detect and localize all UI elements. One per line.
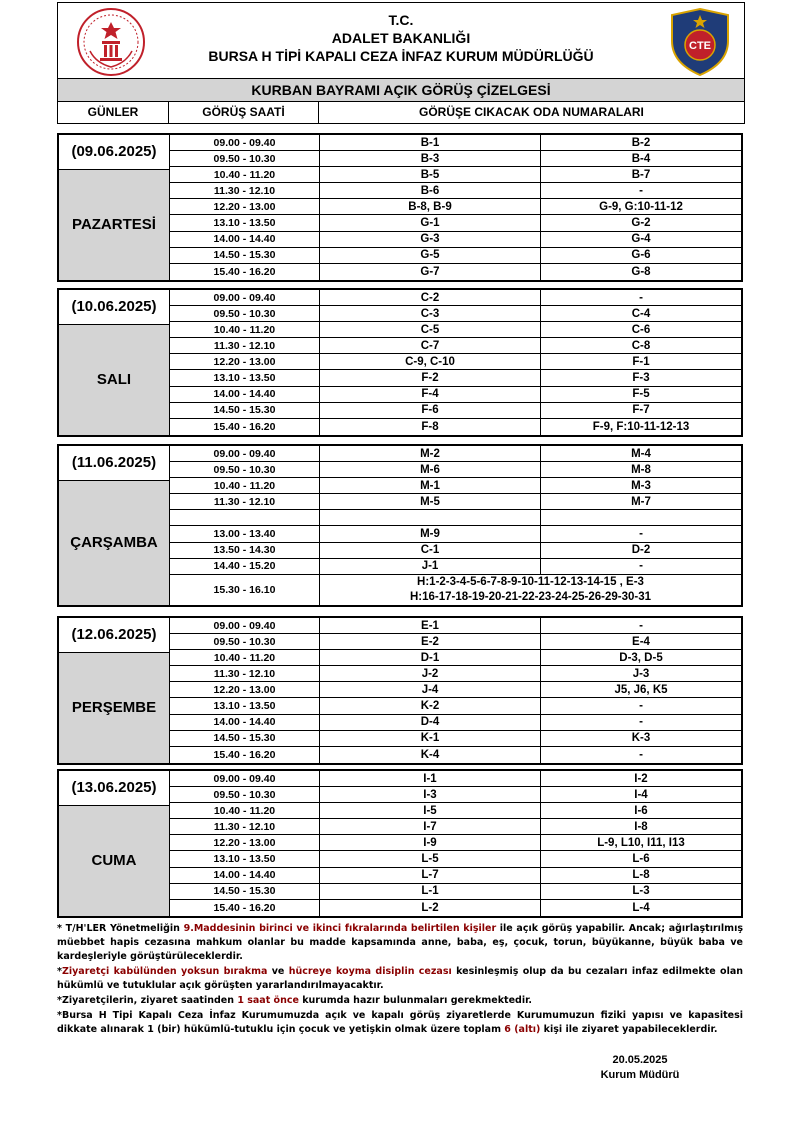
signature-block xyxy=(560,1053,720,1083)
visit-time: 10.40 - 11.20 xyxy=(170,803,320,818)
visit-time: 14.50 - 15.30 xyxy=(170,248,320,263)
room-number-second xyxy=(541,510,741,525)
room-number-first: F-2 xyxy=(320,370,541,385)
visit-time: 14.50 - 15.30 xyxy=(170,403,320,418)
room-number-first: C-2 xyxy=(320,290,541,305)
visit-time: 11.30 - 12.10 xyxy=(170,183,320,198)
table-row xyxy=(170,446,741,462)
note-2-highlight-2: hücreye koyma disiplin cezası xyxy=(288,966,452,977)
table-row xyxy=(170,183,741,199)
day-name: CUMA xyxy=(59,806,170,916)
room-number-second: G-4 xyxy=(631,233,651,246)
note-1-text-b: ile açık görüş yapabilir. Ancak; ağırlaştırılmış müebbet hapis cezasına mahkum olanlar bu madde kapsamında anne, baba, eş, çocuk, torun, büyükanne, büyük baba ve kardeşleriyle görüştürüleceklerdir. xyxy=(57,923,743,962)
visit-time: 09.00 - 09.40 xyxy=(170,290,320,305)
room-number-first: M-1 xyxy=(320,478,541,493)
visit-time: 09.00 - 09.40 xyxy=(170,771,320,786)
room-number-second: D-2 xyxy=(631,544,651,557)
room-number-first: D-1 xyxy=(320,650,541,665)
note-1-highlight: 9.Maddesinin birinci ve ikinci fıkralarında belirtilen kişiler xyxy=(183,923,497,934)
room-number-second: I-6 xyxy=(634,804,648,817)
note-1-text-a: * T/H'LER Yönetmeliğin xyxy=(57,923,184,934)
room-number-second: G-9, G:10-11-12 xyxy=(599,200,683,213)
room-number-second: F-9, F:10-11-12-13 xyxy=(592,420,690,433)
room-number-second: J5, J6, K5 xyxy=(614,683,668,696)
room-number-first: F-6 xyxy=(320,403,541,418)
room-number-first: B-8, B-9 xyxy=(320,199,541,214)
day-rows xyxy=(170,446,741,605)
room-number-first: L-1 xyxy=(320,884,541,899)
table-row xyxy=(170,900,741,916)
room-number-second: - xyxy=(639,748,643,761)
table-row xyxy=(170,403,741,419)
visit-time: 09.50 - 10.30 xyxy=(170,151,320,166)
day-rows xyxy=(170,135,741,280)
visit-time: 10.40 - 11.20 xyxy=(170,167,320,182)
room-number-second: L-8 xyxy=(632,869,650,882)
room-number-second: - xyxy=(639,291,643,304)
room-number-second: C-6 xyxy=(631,323,651,336)
room-number-first: I-1 xyxy=(320,771,541,786)
table-row xyxy=(170,634,741,650)
table-row xyxy=(170,306,741,322)
table-row xyxy=(170,462,741,478)
room-number-second: C-4 xyxy=(631,307,651,320)
table-row xyxy=(170,387,741,403)
table-row xyxy=(170,290,741,306)
table-row xyxy=(170,731,741,747)
table-row xyxy=(170,248,741,264)
room-number-second: F-5 xyxy=(632,388,650,401)
table-row xyxy=(170,354,741,370)
visit-time: 10.40 - 11.20 xyxy=(170,478,320,493)
note-3-text-a: *Ziyaretçilerin, ziyaret saatinden xyxy=(57,995,238,1006)
day-date: (09.06.2025) xyxy=(59,135,170,170)
day-block xyxy=(57,616,743,765)
room-number-second: L-3 xyxy=(632,885,650,898)
day-rows xyxy=(170,771,741,916)
visit-time: 11.30 - 12.10 xyxy=(170,338,320,353)
visit-time: 14.00 - 14.40 xyxy=(170,232,320,247)
visit-time: 10.40 - 11.20 xyxy=(170,650,320,665)
table-row xyxy=(170,232,741,248)
visit-time: 13.10 - 13.50 xyxy=(170,370,320,385)
table-row xyxy=(170,419,741,435)
room-number-second: K-3 xyxy=(631,732,651,745)
room-number-second: - xyxy=(639,716,643,729)
visit-time: 14.00 - 14.40 xyxy=(170,868,320,883)
header-line-institution: BURSA H TİPİ KAPALI CEZA İNFAZ KURUM MÜDÜRLÜĞÜ xyxy=(208,48,594,64)
visit-time: 15.40 - 16.20 xyxy=(170,900,320,916)
room-number-second: - xyxy=(639,560,643,573)
note-2-highlight-1: Ziyaretçi kabülünden yoksun bırakma xyxy=(61,966,268,977)
room-number-second: I-8 xyxy=(634,820,648,833)
visit-time: 09.50 - 10.30 xyxy=(170,462,320,477)
visit-time: 09.00 - 09.40 xyxy=(170,618,320,633)
room-number-first: D-4 xyxy=(320,715,541,730)
room-number-second: M-3 xyxy=(631,479,651,492)
table-row xyxy=(170,715,741,731)
room-number-first: I-9 xyxy=(320,835,541,850)
header-line-tc: T.C. xyxy=(388,12,414,28)
table-row xyxy=(170,322,741,338)
room-number-second: L-4 xyxy=(632,901,650,914)
room-number-second: - xyxy=(639,184,643,197)
table-row xyxy=(170,771,741,787)
note-1 xyxy=(57,922,743,964)
room-number-first: B-3 xyxy=(320,151,541,166)
note-2 xyxy=(57,965,743,993)
visit-time: 13.10 - 13.50 xyxy=(170,698,320,713)
day-date: (11.06.2025) xyxy=(59,446,170,481)
room-number-first: K-1 xyxy=(320,731,541,746)
room-numbers-merged-line-1: H:1-2-3-4-5-6-7-8-9-10-11-12-13-14-15 , E-3 xyxy=(417,575,644,588)
visit-time: 14.40 - 15.20 xyxy=(170,559,320,574)
room-number-second: F-3 xyxy=(632,372,650,385)
day-block xyxy=(57,133,743,282)
note-3-highlight: 1 saat önce xyxy=(237,995,299,1006)
room-number-second: - xyxy=(639,700,643,713)
room-number-first: B-6 xyxy=(320,183,541,198)
table-row xyxy=(170,338,741,354)
room-number-second: M-8 xyxy=(631,463,651,476)
day-rows xyxy=(170,618,741,763)
room-number-first: M-5 xyxy=(320,494,541,509)
visit-time: 13.10 - 13.50 xyxy=(170,215,320,230)
day-name: PERŞEMBE xyxy=(59,653,170,763)
visit-time: 12.20 - 13.00 xyxy=(170,354,320,369)
table-row xyxy=(170,650,741,666)
visit-time: 14.00 - 14.40 xyxy=(170,387,320,402)
room-number-first: C-5 xyxy=(320,322,541,337)
table-row xyxy=(170,575,741,605)
room-number-second: L-9, L10, I11, I13 xyxy=(597,836,685,849)
table-row xyxy=(170,151,741,167)
room-number-first: C-1 xyxy=(320,543,541,558)
room-number-first: M-2 xyxy=(320,446,541,461)
visit-time: 09.00 - 09.40 xyxy=(170,446,320,461)
table-row xyxy=(170,747,741,763)
room-number-first: G-1 xyxy=(320,215,541,230)
table-row xyxy=(170,559,741,575)
room-number-second: G-6 xyxy=(631,249,651,262)
room-number-second: J-3 xyxy=(632,667,650,680)
room-number-first: J-1 xyxy=(320,559,541,574)
visit-time: 09.50 - 10.30 xyxy=(170,306,320,321)
room-number-first: L-2 xyxy=(320,900,541,916)
room-number-second: B-4 xyxy=(631,152,651,165)
header-line-ministry: ADALET BAKANLIĞI xyxy=(331,30,471,46)
cte-logo-text: CTE xyxy=(689,40,711,52)
room-number-second: D-3, D-5 xyxy=(619,651,663,664)
visit-time: 13.10 - 13.50 xyxy=(170,851,320,866)
visit-time: 14.50 - 15.30 xyxy=(170,731,320,746)
visit-time: 09.50 - 10.30 xyxy=(170,634,320,649)
note-4-highlight: 6 (altı) xyxy=(504,1024,541,1035)
note-4-text-b: kişi ile ziyaret yapabileceklerdir. xyxy=(540,1024,718,1035)
visit-time xyxy=(170,510,320,525)
room-number-second: F-1 xyxy=(632,355,650,368)
table-row xyxy=(170,543,741,559)
day-name: SALI xyxy=(59,325,170,435)
visit-time: 15.40 - 16.20 xyxy=(170,264,320,280)
note-2-text-b: kesinleşmiş olup da bu cezaları infaz edilmekte olan hükümlü ve tutuklular açık görüşten yararlandırılmayacaktır. xyxy=(57,966,744,991)
room-number-second: B-7 xyxy=(631,168,651,181)
table-row xyxy=(170,884,741,900)
room-number-first: F-8 xyxy=(320,419,541,435)
table-row xyxy=(170,264,741,280)
room-number-second: I-2 xyxy=(634,772,648,785)
room-number-first: B-1 xyxy=(320,135,541,150)
table-row xyxy=(170,698,741,714)
room-number-first: C-7 xyxy=(320,338,541,353)
table-row xyxy=(170,494,741,510)
signature-date: 20.05.2025 xyxy=(612,1054,668,1066)
room-number-second: L-6 xyxy=(632,853,650,866)
room-number-first: E-2 xyxy=(320,634,541,649)
day-block xyxy=(57,444,743,607)
room-number-first: I-5 xyxy=(320,803,541,818)
room-number-first xyxy=(320,510,541,525)
table-row xyxy=(170,787,741,803)
room-number-second: M-7 xyxy=(631,495,651,508)
room-number-first: C-3 xyxy=(320,306,541,321)
day-block xyxy=(57,288,743,437)
room-number-second: G-8 xyxy=(631,265,651,278)
visit-time: 09.00 - 09.40 xyxy=(170,135,320,150)
table-row xyxy=(170,803,741,819)
table-row xyxy=(170,478,741,494)
visit-time: 14.00 - 14.40 xyxy=(170,715,320,730)
visit-time: 13.50 - 14.30 xyxy=(170,543,320,558)
room-number-second: - xyxy=(639,528,643,541)
note-4 xyxy=(57,1009,743,1037)
room-number-first: G-5 xyxy=(320,248,541,263)
room-numbers-merged-line-2: H:16-17-18-19-20-21-22-23-24-25-26-29-30-31 xyxy=(409,590,651,603)
visit-time: 12.20 - 13.00 xyxy=(170,199,320,214)
table-row xyxy=(170,835,741,851)
room-number-first: B-5 xyxy=(320,167,541,182)
visit-time: 15.30 - 16.10 xyxy=(170,575,320,605)
room-number-first: I-3 xyxy=(320,787,541,802)
room-number-first: G-7 xyxy=(320,264,541,280)
visit-time: 12.20 - 13.00 xyxy=(170,835,320,850)
note-2-text-a: * xyxy=(57,966,62,977)
column-header-rooms: GÖRÜŞE CIKACAK ODA NUMARALARI xyxy=(419,105,644,119)
room-number-first: F-4 xyxy=(320,387,541,402)
table-row xyxy=(170,682,741,698)
table-row xyxy=(170,618,741,634)
room-number-second: E-4 xyxy=(632,635,650,648)
room-number-first: C-9, C-10 xyxy=(320,354,541,369)
room-number-first: L-7 xyxy=(320,868,541,883)
room-number-second: B-2 xyxy=(631,136,651,149)
column-header-days: GÜNLER xyxy=(87,105,139,119)
table-row xyxy=(170,215,741,231)
table-row xyxy=(170,819,741,835)
room-number-second: M-4 xyxy=(631,447,651,460)
table-row xyxy=(170,510,741,526)
table-row xyxy=(170,666,741,682)
day-block xyxy=(57,769,743,918)
day-date: (12.06.2025) xyxy=(59,618,170,653)
table-row xyxy=(170,526,741,542)
note-2-text-mid: ve xyxy=(267,966,289,977)
room-numbers-merged xyxy=(320,575,741,605)
signature-title: Kurum Müdürü xyxy=(600,1069,680,1081)
visit-time: 11.30 - 12.10 xyxy=(170,494,320,509)
day-date: (10.06.2025) xyxy=(59,290,170,325)
visit-time: 15.40 - 16.20 xyxy=(170,419,320,435)
document-header xyxy=(57,2,745,79)
room-number-first: E-1 xyxy=(320,618,541,633)
visit-time: 15.40 - 16.20 xyxy=(170,747,320,763)
visit-time: 12.20 - 13.00 xyxy=(170,682,320,697)
visit-time: 11.30 - 12.10 xyxy=(170,666,320,681)
column-headers xyxy=(57,101,745,124)
visit-time: 09.50 - 10.30 xyxy=(170,787,320,802)
room-number-first: L-5 xyxy=(320,851,541,866)
cte-shield-logo-icon xyxy=(668,7,732,77)
day-rows xyxy=(170,290,741,435)
page-title: KURBAN BAYRAMI AÇIK GÖRÜŞ ÇİZELGESİ xyxy=(57,78,745,102)
room-number-first: G-3 xyxy=(320,232,541,247)
table-row xyxy=(170,868,741,884)
table-row xyxy=(170,135,741,151)
table-row xyxy=(170,167,741,183)
visit-time: 14.50 - 15.30 xyxy=(170,884,320,899)
note-3-text-b: kurumda hazır bulunmaları gerekmektedir. xyxy=(298,995,533,1006)
visit-time: 13.00 - 13.40 xyxy=(170,526,320,541)
room-number-second: - xyxy=(639,619,643,632)
room-number-first: K-4 xyxy=(320,747,541,763)
table-row xyxy=(170,851,741,867)
column-header-time: GÖRÜŞ SAATİ xyxy=(202,105,285,119)
room-number-first: I-7 xyxy=(320,819,541,834)
room-number-second: I-4 xyxy=(634,788,648,801)
room-number-first: K-2 xyxy=(320,698,541,713)
table-row xyxy=(170,199,741,215)
room-number-second: F-7 xyxy=(632,404,650,417)
room-number-first: J-4 xyxy=(320,682,541,697)
note-4-text-a: *Bursa H Tipi Kapalı Ceza İnfaz Kurumumuzda açık ve kapalı görüş ziyaretlerde Kurumumuzun fiziki yapısı ve kapasitesi dikkate alınarak 1 (bir) hükümlü-tutuklu için çocuk ve yetişkin olmak üzere toplam xyxy=(57,1010,743,1035)
day-name: PAZARTESİ xyxy=(59,170,170,280)
day-date: (13.06.2025) xyxy=(59,771,170,806)
note-3 xyxy=(57,994,743,1008)
day-name: ÇARŞAMBA xyxy=(59,481,170,605)
visit-time: 10.40 - 11.20 xyxy=(170,322,320,337)
visit-time: 11.30 - 12.10 xyxy=(170,819,320,834)
room-number-first: M-9 xyxy=(320,526,541,541)
room-number-first: J-2 xyxy=(320,666,541,681)
room-number-second: G-2 xyxy=(631,217,651,230)
room-number-second: C-8 xyxy=(631,339,651,352)
table-row xyxy=(170,370,741,386)
notes-section xyxy=(57,922,743,1038)
room-number-first: M-6 xyxy=(320,462,541,477)
